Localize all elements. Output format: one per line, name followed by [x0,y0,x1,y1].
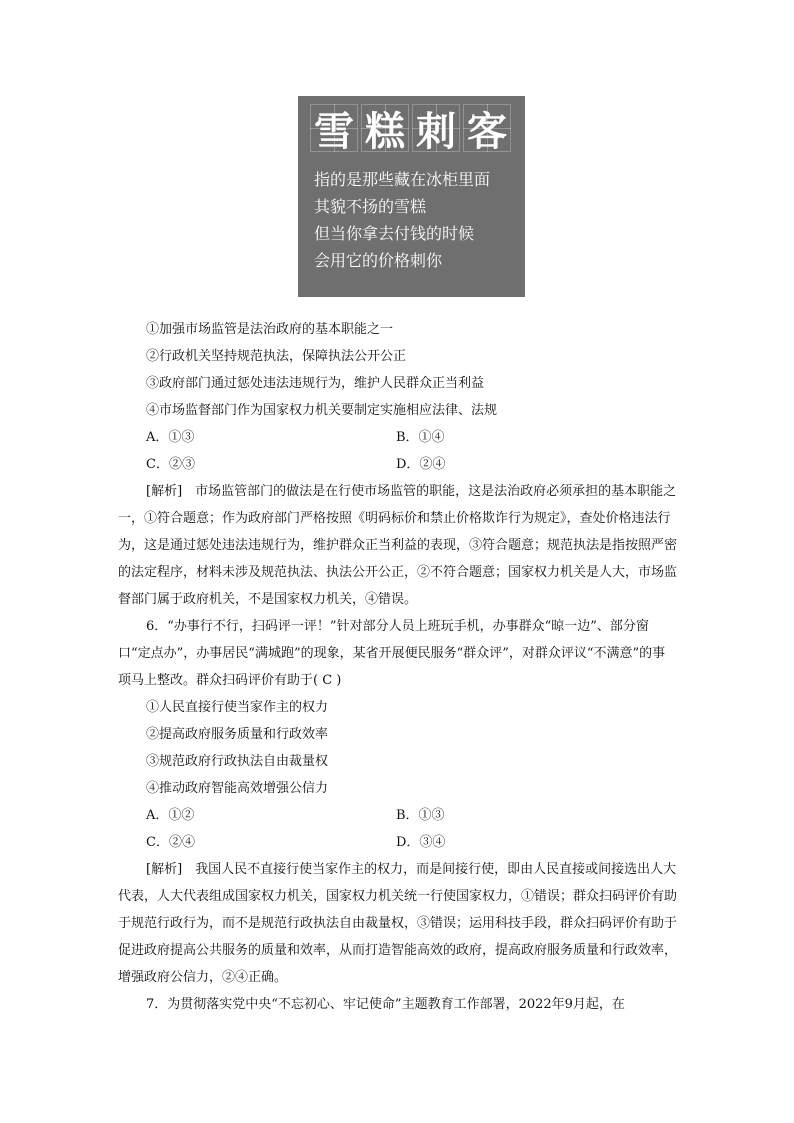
poster-title-char: 糕 [361,104,409,152]
ice-cream-poster [298,96,525,297]
q6-item: ①人民直接行使当家作主的权力 [146,700,329,715]
option-d: D．③④ [396,835,446,850]
poster-title-char: 雪 [310,104,358,152]
q6-analysis: [解析] 我国人民不直接行使当家作主的权力，而是间接行使，即由人民直接或间接选出人大代表，人大代表组成国家权力机关，国家权力机关统一行使国家权力，①错误；群众扫码评价有助于规范行政行为，而不是规范行政执法自由裁量权，③错误；运用科技手段，群众扫码评价有助于促进政府提高公共服务的质量和效率，从而打造智能高效的政府，提高政府服务质量和行政效率，增强政府公信力，②④正确。 [118,862,678,985]
q5-item: ①加强市场监管是法治政府的基本职能之一 [146,322,394,337]
q6-item: ③规范政府行政执法自由裁量权 [146,754,329,769]
option-c: C．②③ [146,457,195,472]
q5-item: ③政府部门通过惩处违法违规行为，维护人民群众正当利益 [146,376,485,391]
poster-line: 其貌不扬的雪糕 [314,197,427,216]
q5-item: ②行政机关坚持规范执法，保障执法公开公正 [146,349,407,364]
q5-item: ④市场监督部门作为国家权力机关要制定实施相应法律、法规 [146,403,498,418]
option-a: A．①② [146,808,195,823]
q7-stem: 7．为贯彻落实党中央“不忘初心、牢记使命”主题教育工作部署，2022年9月起，在 [146,997,625,1012]
q5-options-row [118,451,678,478]
question-content [118,316,678,1018]
option-a: A．①③ [146,430,195,445]
poster-title-char: 客 [463,104,511,152]
option-c: C．②④ [146,835,195,850]
poster-line: 但当你拿去付钱的时候 [314,224,475,243]
q6-item: ④推动政府智能高效增强公信力 [146,781,329,796]
poster-title [310,104,513,155]
q6-item: ②提高政府服务质量和行政效率 [146,727,329,742]
q5-analysis: [解析] 市场监管部门的做法是在行使市场监管的职能，这是法治政府必须承担的基本职能之一，①符合题意；作为政府部门严格按照《明码标价和禁止价格欺诈行为规定》，查处价格违法行为，这是通过惩处违法违规行为，维护群众正当利益的表现，③符合题意；规范执法是指按照严密的法定程序，材料未涉及规范执法、执法公开公正，②不符合题意；国家权力机关是人大，市场监督部门属于政府机关，不是国家权力机关，④错误。 [118,484,678,607]
option-b: B．①④ [396,430,445,445]
q5-options-row [118,424,678,451]
q6-options-row [118,829,678,856]
q6-options-row [118,802,678,829]
poster-line: 会用它的价格刺你 [314,251,443,270]
poster-title-char: 刺 [412,104,460,152]
q6-stem: 6．“办事行不行，扫码评一评！”针对部分人员上班玩手机，办事群众“晾一边”、部分窗口“定点办”，办事居民“满城跑”的现象，某省开展便民服务“群众评”，对群众评议“不满意”的事项马上整改。群众扫码评价有助于( C ) [118,619,666,688]
option-d: D．②④ [396,457,446,472]
option-b: B．①③ [396,808,445,823]
poster-line: 指的是那些藏在冰柜里面 [314,170,491,189]
